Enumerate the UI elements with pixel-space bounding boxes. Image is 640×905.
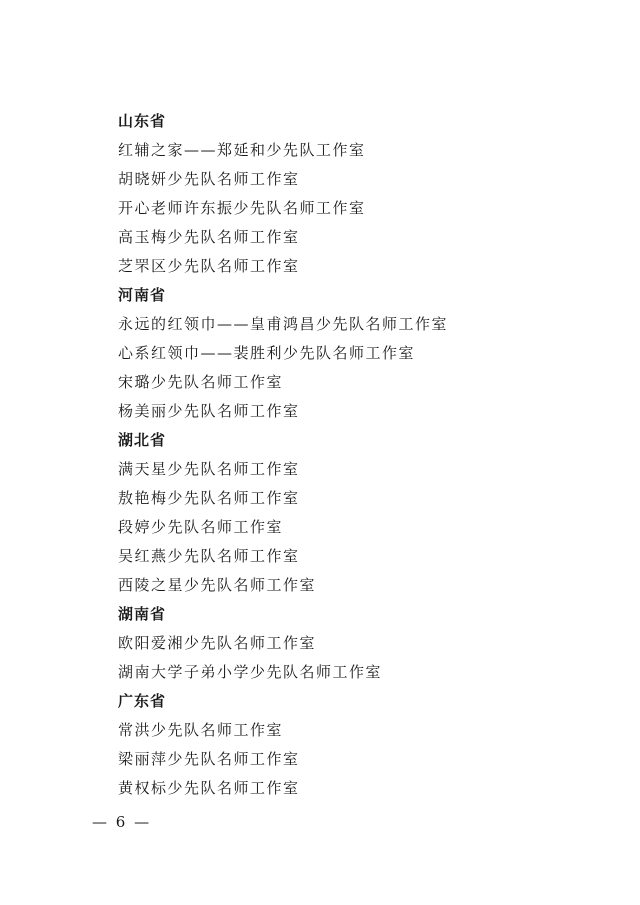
province-heading: 湖南省 [118, 605, 167, 623]
province-section [118, 281, 598, 426]
studio-item: 胡晓妍少先队名师工作室 [118, 170, 300, 188]
studio-item: 宋璐少先队名师工作室 [118, 373, 284, 391]
province-heading: 河南省 [118, 286, 167, 304]
studio-item: 黄权标少先队名师工作室 [118, 779, 300, 797]
studio-item: 心系红领巾——裴胜利少先队名师工作室 [118, 344, 416, 362]
studio-item: 满天星少先队名师工作室 [118, 460, 300, 478]
studio-item: 湖南大学子弟小学少先队名师工作室 [118, 663, 383, 681]
studio-item: 常洪少先队名师工作室 [118, 721, 284, 739]
studio-item: 梁丽萍少先队名师工作室 [118, 750, 300, 768]
studio-item: 永远的红领巾——皇甫鸿昌少先队名师工作室 [118, 315, 449, 333]
studio-item: 段婷少先队名师工作室 [118, 518, 284, 536]
studio-item: 欧阳爱湘少先队名师工作室 [118, 634, 317, 652]
studio-item: 高玉梅少先队名师工作室 [118, 228, 300, 246]
studio-item: 敖艳梅少先队名师工作室 [118, 489, 300, 507]
province-section [118, 600, 598, 687]
studio-list [118, 107, 598, 803]
studio-item: 西陵之星少先队名师工作室 [118, 576, 317, 594]
studio-item: 红辅之家——郑延和少先队工作室 [118, 141, 366, 159]
province-heading: 山东省 [118, 112, 167, 130]
province-section [118, 426, 598, 600]
studio-item: 吴红燕少先队名师工作室 [118, 547, 300, 565]
province-section [118, 107, 598, 281]
studio-item: 开心老师许东振少先队名师工作室 [118, 199, 366, 217]
studio-item: 芝罘区少先队名师工作室 [118, 257, 300, 275]
province-section [118, 687, 598, 803]
page-number: — 6 — [92, 813, 152, 831]
province-heading: 广东省 [118, 692, 167, 710]
studio-item: 杨美丽少先队名师工作室 [118, 402, 300, 420]
province-heading: 湖北省 [118, 431, 167, 449]
